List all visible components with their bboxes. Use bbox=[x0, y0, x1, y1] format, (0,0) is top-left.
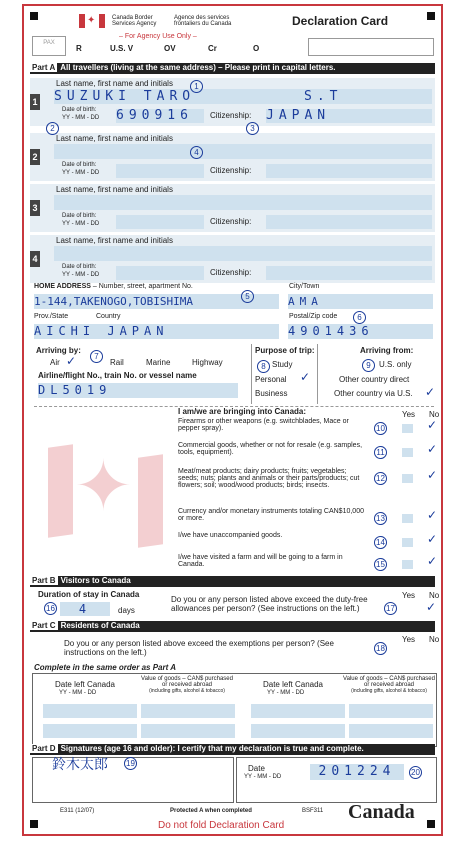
item-marker: 11 bbox=[374, 446, 387, 459]
air-checkbox[interactable]: ✓ bbox=[66, 354, 77, 368]
traveller-row bbox=[30, 235, 435, 283]
dob-format: YY - MM - DD bbox=[62, 272, 100, 278]
declaration-card bbox=[22, 4, 443, 836]
bringing-title: I am/we are bringing into Canada: bbox=[178, 407, 307, 416]
street-field[interactable]: 1-144,TAKENOGO,TOBISHIMA bbox=[34, 294, 279, 309]
arriving-from-label: Arriving from: bbox=[360, 346, 414, 355]
yes-checkbox[interactable] bbox=[402, 474, 413, 483]
form-number: E311 (12/07) bbox=[60, 808, 95, 814]
name-label: Last name, first name and initials bbox=[56, 236, 173, 245]
traveller-row bbox=[30, 133, 435, 181]
marker-19: 19 bbox=[124, 757, 137, 770]
yes-checkbox[interactable] bbox=[402, 538, 413, 547]
yes-checkbox[interactable] bbox=[402, 514, 413, 523]
partc-question: Do you or any person listed above exceed the exemptions per person? (See instructions on the left.) bbox=[64, 639, 334, 657]
marker-18: 18 bbox=[374, 642, 387, 655]
protected-label: Protected A when completed bbox=[170, 808, 252, 814]
item-marker: 15 bbox=[374, 558, 387, 571]
dob-field[interactable] bbox=[116, 266, 204, 280]
date-left-field-3[interactable] bbox=[251, 724, 345, 738]
signature-field[interactable]: 鈴木太郎 bbox=[52, 757, 108, 773]
marker-1: 1 bbox=[190, 80, 203, 93]
name-label: Last name, first name and initials bbox=[56, 79, 173, 88]
name-label: Last name, first name and initials bbox=[56, 134, 173, 143]
code-usv: U.S. V bbox=[110, 44, 134, 53]
days-field[interactable]: 4 bbox=[60, 602, 110, 616]
postal-label: Postal/Zip code bbox=[289, 313, 338, 320]
flight-label: Airline/flight No., train No. or vessel name bbox=[38, 371, 197, 380]
marker-5: 5 bbox=[241, 290, 254, 303]
citizenship-label: Citizenship: bbox=[210, 111, 252, 120]
item-marker: 14 bbox=[374, 536, 387, 549]
citizenship-field[interactable] bbox=[266, 215, 432, 229]
city-label: City/Town bbox=[289, 283, 320, 290]
value-field-3[interactable] bbox=[349, 724, 433, 738]
dob-field[interactable]: 690916 bbox=[116, 109, 204, 123]
dob-field[interactable] bbox=[116, 215, 204, 229]
value-field-1[interactable] bbox=[141, 704, 235, 718]
code-cr: Cr bbox=[208, 44, 217, 53]
marker-8: 8 bbox=[257, 360, 270, 373]
item-text: Meat/meat products; dairy products; fruits; vegetables; seeds; nuts; plants and animals or their parts/products; cut flowers; soil; wood/wood products; birds; insects. bbox=[178, 468, 360, 489]
mode-highway: Highway bbox=[192, 358, 223, 367]
code-o: O bbox=[253, 44, 260, 53]
no-header: No bbox=[429, 591, 440, 600]
marker-4: 4 bbox=[190, 146, 203, 159]
prov-label: Prov./State bbox=[34, 313, 69, 320]
duration-label: Duration of stay in Canada bbox=[38, 590, 140, 599]
item-text: Commercial goods, whether or not for resale (e.g. samples, tools, equipment). bbox=[178, 442, 363, 456]
item-text: Firearms or other weapons (e.g. switchblades, Mace or pepper spray). bbox=[178, 418, 349, 432]
from-other-direct: Other country direct bbox=[339, 375, 410, 384]
name-field[interactable]: SUZUKI TARO S.T bbox=[54, 89, 432, 104]
sign-date-label: Date bbox=[248, 764, 265, 773]
canada-flag-icon: ✦ bbox=[79, 14, 105, 28]
marker-9: 9 bbox=[362, 359, 375, 372]
form-code: BSF311 bbox=[302, 808, 324, 814]
value-field-2[interactable] bbox=[141, 724, 235, 738]
citizenship-field[interactable] bbox=[266, 266, 432, 280]
name-field[interactable] bbox=[54, 195, 432, 210]
sign-date-format: YY - MM - DD bbox=[244, 774, 282, 780]
mode-marine: Marine bbox=[146, 358, 171, 367]
value-header: Value of goods – CAN$ purchased or received abroad (including gifts, alcohol & tobacco) bbox=[141, 676, 233, 694]
no-checkbox[interactable]: ✓ bbox=[427, 554, 438, 568]
row-number: 2 bbox=[30, 149, 40, 165]
part-d-header: Part D Signatures (age 16 and older): I certify that my declaration is true and complete. bbox=[30, 744, 435, 755]
item-marker: 10 bbox=[374, 422, 387, 435]
date-left-field-2[interactable] bbox=[43, 724, 137, 738]
row-number: 1 bbox=[30, 94, 40, 110]
page-title: Declaration Card bbox=[292, 14, 389, 28]
dob-format: YY - MM - DD bbox=[62, 221, 100, 227]
name-field[interactable] bbox=[54, 246, 432, 261]
no-checkbox[interactable]: ✓ bbox=[427, 418, 438, 432]
mode-rail: Rail bbox=[110, 358, 124, 367]
traveller-row bbox=[30, 184, 435, 232]
marker-6: 6 bbox=[353, 311, 366, 324]
corner-mark bbox=[30, 820, 38, 828]
personal-checkbox[interactable]: ✓ bbox=[300, 370, 311, 384]
days-label: days bbox=[118, 606, 135, 615]
dob-field[interactable] bbox=[116, 164, 204, 178]
date-format: YY - MM - DD bbox=[59, 690, 97, 696]
date-format: YY - MM - DD bbox=[267, 690, 305, 696]
agency-use-label: – For Agency Use Only – bbox=[119, 33, 197, 40]
flag-watermark: ✦ bbox=[34, 426, 169, 556]
yes-header: Yes bbox=[402, 591, 416, 600]
dob-label: Date of birth: bbox=[62, 107, 97, 113]
agency-name-fr: Agence des services frontaliers du Canada bbox=[174, 15, 232, 27]
pax-box: PAX bbox=[32, 36, 66, 56]
row-number: 3 bbox=[30, 200, 40, 216]
date-left-field-4[interactable] bbox=[251, 704, 345, 718]
citizenship-label: Citizenship: bbox=[210, 166, 252, 175]
no-checkbox[interactable]: ✓ bbox=[427, 442, 438, 456]
partc-table bbox=[32, 673, 437, 747]
item-marker: 12 bbox=[374, 472, 387, 485]
purpose-study: Study bbox=[272, 360, 293, 369]
sign-date-field[interactable]: 201224 bbox=[310, 764, 404, 780]
part-b-header: Part B Visitors to Canada bbox=[30, 576, 435, 587]
citizenship-field[interactable]: JAPAN bbox=[266, 109, 432, 123]
citizenship-label: Citizenship: bbox=[210, 217, 252, 226]
dob-format: YY - MM - DD bbox=[62, 170, 100, 176]
corner-mark bbox=[427, 820, 435, 828]
citizenship-field[interactable] bbox=[266, 164, 432, 178]
yes-checkbox[interactable] bbox=[402, 424, 413, 433]
divider bbox=[317, 344, 318, 404]
yes-checkbox[interactable] bbox=[402, 448, 413, 457]
no-checkbox[interactable]: ✓ bbox=[427, 468, 438, 482]
no-fold-notice: Do not fold Declaration Card bbox=[158, 820, 285, 831]
item-text: I/we have unaccompanied goods. bbox=[178, 532, 283, 539]
dob-format: YY - MM - DD bbox=[62, 115, 100, 121]
date-left-field-1[interactable] bbox=[43, 704, 137, 718]
yes-checkbox[interactable] bbox=[402, 560, 413, 569]
code-r: R bbox=[76, 44, 82, 53]
name-field[interactable] bbox=[54, 144, 432, 159]
marker-20: 20 bbox=[409, 766, 422, 779]
agency-name-en: Canada Border Services Agency bbox=[112, 15, 157, 27]
item-text: Currency and/or monetary instruments totaling CAN$10,000 or more. bbox=[178, 508, 364, 522]
value-field-4[interactable] bbox=[349, 704, 433, 718]
city-field[interactable]: AMA bbox=[288, 294, 433, 309]
corner-mark bbox=[427, 12, 435, 20]
prov-country-field[interactable]: AICHI JAPAN bbox=[34, 324, 279, 339]
partb-question: Do you or any person listed above exceed the duty-free allowances per person? (See instructions on the left.) bbox=[171, 595, 368, 613]
from-us-only: U.S. only bbox=[379, 360, 412, 369]
marker-16: 16 bbox=[44, 602, 57, 615]
code-ov: OV bbox=[164, 44, 176, 53]
row-number: 4 bbox=[30, 251, 40, 267]
no-header: No bbox=[429, 635, 440, 644]
marker-17: 17 bbox=[384, 602, 397, 615]
no-checkbox[interactable]: ✓ bbox=[427, 532, 438, 546]
value-header: Value of goods – CAN$ purchased or received abroad (including gifts, alcohol & tobacco) bbox=[343, 676, 435, 694]
dob-label: Date of birth: bbox=[62, 162, 97, 168]
country-label: Country bbox=[96, 313, 121, 320]
part-c-header: Part C Residents of Canada bbox=[30, 621, 435, 632]
flight-field[interactable]: DL5019 bbox=[38, 383, 238, 398]
canada-wordmark: Canada bbox=[348, 801, 415, 823]
name-label: Last name, first name and initials bbox=[56, 185, 173, 194]
no-header: No bbox=[429, 410, 440, 419]
traveller-row bbox=[30, 78, 435, 126]
marker-3: 3 bbox=[246, 122, 259, 135]
part-a-header: Part A All travellers (living at the same address) – Please print in capital letters. bbox=[30, 63, 435, 74]
yes-header: Yes bbox=[402, 410, 416, 419]
from-other-via: Other country via U.S. bbox=[334, 389, 413, 398]
item-marker: 13 bbox=[374, 512, 387, 525]
same-order-label: Complete in the same order as Part A bbox=[34, 663, 176, 672]
no-checkbox[interactable]: ✓ bbox=[427, 508, 438, 522]
purpose-label: Purpose of trip: bbox=[255, 346, 315, 355]
arriving-by-label: Arriving by: bbox=[36, 346, 81, 355]
marker-7: 7 bbox=[90, 350, 103, 363]
postal-field[interactable]: 4901436 bbox=[288, 324, 433, 339]
marker-2: 2 bbox=[46, 122, 59, 135]
yes-header: Yes bbox=[402, 635, 416, 644]
home-address-label: HOME ADDRESS – Number, street, apartment No. bbox=[34, 283, 193, 290]
corner-mark bbox=[30, 12, 38, 20]
partb-no-checkbox[interactable]: ✓ bbox=[426, 600, 437, 614]
purpose-business: Business bbox=[255, 389, 288, 398]
date-left-header: Date left Canada bbox=[54, 680, 116, 689]
dob-label: Date of birth: bbox=[62, 264, 97, 270]
agency-box bbox=[308, 38, 434, 56]
purpose-personal: Personal bbox=[255, 375, 287, 384]
date-left-header: Date left Canada bbox=[262, 680, 324, 689]
item-text: I/we have visited a farm and will be going to a farm in Canada. bbox=[178, 554, 343, 568]
mode-air: Air bbox=[50, 358, 60, 367]
citizenship-label: Citizenship: bbox=[210, 268, 252, 277]
dob-label: Date of birth: bbox=[62, 213, 97, 219]
via-us-checkbox[interactable]: ✓ bbox=[425, 385, 436, 399]
divider bbox=[251, 344, 252, 404]
